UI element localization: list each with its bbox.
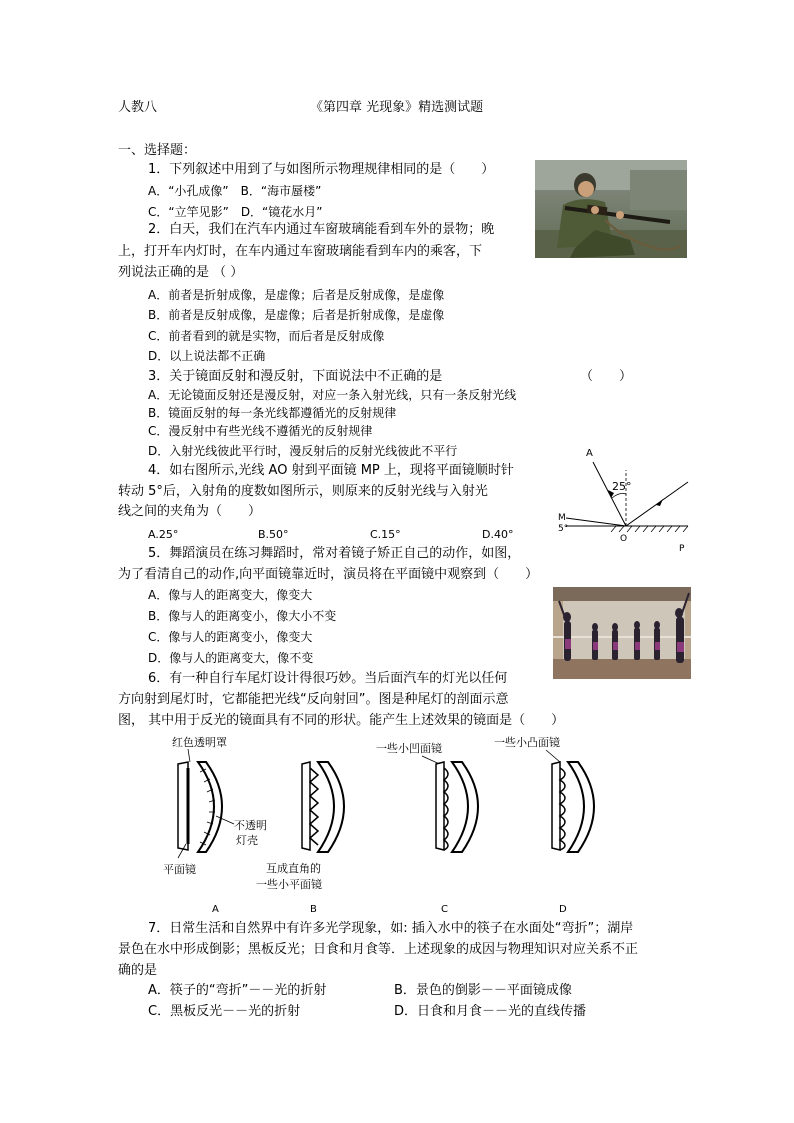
q2-line-1: 2．白天，我们在汽车内通过车窗玻璃能看到车外的景物；晚 — [148, 222, 495, 237]
q7-line-1: 7．日常生活和自然界中有许多光学现象，如: 插入水中的筷子在水面处“弯折”；湖岸 — [148, 921, 634, 936]
angle-arc — [612, 494, 626, 499]
label-O: O — [620, 534, 628, 544]
reflected-ray — [626, 482, 688, 526]
angle-label: 25° — [612, 480, 632, 493]
mirror-hatching — [611, 526, 688, 532]
label-M: M — [558, 513, 566, 523]
q5-line-2: 为了看清自己的动作,向平面镜靠近时，演员将在平面镜中观察到（ ） — [118, 567, 539, 582]
option-A-label: A — [212, 904, 219, 914]
option-C-label: C — [441, 904, 448, 914]
q4-line-1: 4．如右图所示,光线 AO 射到平面镜 MP 上，现将平面镜顺时针 — [148, 463, 514, 478]
q2-option-c: C．前者看到的就是实物，而后者是反射成像 — [148, 329, 385, 343]
q7-option-c: C．黑板反光－－光的折射 — [148, 1004, 301, 1019]
lamp-D — [494, 735, 594, 914]
tail-lamp-figure — [160, 732, 620, 914]
q5-option-b: B．像与人的距离变小，像大小不变 — [148, 609, 337, 623]
lamp-A — [163, 736, 267, 914]
dancers-mirror-photo — [553, 587, 691, 679]
reflected-arrow — [656, 499, 663, 506]
q2-option-d: D．以上说法都不正确 — [148, 349, 266, 363]
q4-line-2: 转动 5°后，入射角的度数如图所示，则原来的反射光线与入射光 — [118, 484, 488, 499]
q4-line-3: 线之间的夹角为（ ） — [118, 504, 262, 519]
plane-mirror-label: 平面镜 — [163, 863, 196, 876]
q3-answer-paren: （ ） — [580, 369, 633, 384]
q3-stem: 3．关于镜面反射和漫反射，下面说法中不正确的是 — [148, 369, 443, 384]
q2-line-3: 列说法正确的是 （ ） — [118, 265, 244, 280]
lamp-B — [256, 762, 344, 914]
q4-option-b: B.50° — [258, 528, 289, 541]
q5-option-c: C．像与人的距离变小，像变大 — [148, 630, 313, 644]
q2-option-a: A．前者是折射成像，是虚像；后者是反射成像，是虚像 — [148, 288, 445, 302]
header-left: 人教八 — [118, 100, 158, 115]
reflection-diagram — [556, 442, 696, 557]
lamp-C — [376, 741, 478, 914]
right-angle-mirrors-label-2: 一些小平面镜 — [256, 878, 322, 891]
q3-option-a: A．无论镜面反射还是漫反射，对应一条入射光线，只有一条反射光线 — [148, 388, 517, 402]
opaque-shell-label-1: 不透明 — [234, 819, 267, 832]
page-title: 《第四章 光现象》精选测试题 — [310, 100, 484, 115]
q5-option-d: D．像与人的距离变大，像不变 — [148, 651, 314, 665]
label-P: P — [679, 544, 685, 554]
q1-options-cd: C．“立竿见影” D．“镜花水月” — [148, 205, 323, 219]
option-B-label: B — [310, 904, 317, 914]
q2-option-b: B．前者是反射成像，是虚像；后者是折射成像，是虚像 — [148, 308, 445, 322]
opaque-shell-label-2: 灯壳 — [236, 834, 258, 847]
q2-line-2: 上，打开车内灯时，在车内通过车窗玻璃能看到车内的乘客，下 — [118, 244, 483, 259]
rotated-mirror — [566, 518, 626, 526]
q6-line-1: 6．有一种自行车尾灯设计得很巧妙。当后面汽车的灯光以任何 — [148, 671, 508, 686]
soldier-aiming-photo — [535, 160, 687, 258]
q7-option-a: A．筷子的“弯折”－－光的折射 — [148, 983, 327, 998]
q4-option-d: D.40° — [482, 528, 514, 541]
red-cover-label: 红色透明罩 — [172, 736, 227, 749]
q4-option-a: A.25° — [148, 528, 179, 541]
q3-option-d: D．入射光线彼此平行时，漫反射后的反射光线彼此不平行 — [148, 444, 458, 458]
q7-option-d: D．日食和月食－－光的直线传播 — [394, 1004, 587, 1019]
option-D-label: D — [559, 904, 567, 914]
q1-stem: 1．下列叙述中用到了与如图所示物理规律相同的是（ ） — [148, 162, 495, 177]
q5-line-1: 5．舞蹈演员在练习舞蹈时，常对着镜子矫正自己的动作，如图， — [148, 546, 521, 561]
label-A: A — [586, 448, 593, 459]
q6-line-3: 图， 其中用于反光的镜面具有不同的形状。能产生上述效果的镜面是（ ） — [118, 713, 565, 728]
q5-option-a: A．像与人的距离变大，像变大 — [148, 588, 313, 602]
q7-line-2: 景色在水中形成倒影；黑板反光；日食和月食等．上述现象的成因与物理知识对应关系不正 — [118, 942, 639, 957]
convex-mirrors-label: 一些小凸面镜 — [494, 736, 560, 749]
q7-option-b: B．景色的倒影－－平面镜成像 — [394, 983, 572, 998]
q4-option-c: C.15° — [370, 528, 401, 541]
q1-options-ab: A．“小孔成像” B．“海市蜃楼” — [148, 184, 322, 198]
right-angle-mirrors-label-1: 互成直角的 — [266, 862, 321, 875]
concave-mirrors-label: 一些小凹面镜 — [376, 742, 442, 755]
section-heading: 一、选择题： — [118, 143, 197, 158]
small-angle-label: 5° — [558, 524, 569, 534]
q3-option-b: B．镜面反射的每一条光线都遵循光的反射规律 — [148, 406, 397, 420]
q7-line-3: 确的是 — [118, 963, 158, 978]
q3-option-c: C．漫反射中有些光线不遵循光的反射规律 — [148, 424, 373, 438]
q6-line-2: 方向射到尾灯时，它都能把光线“反向射回”。图是种尾灯的剖面示意 — [118, 692, 509, 707]
